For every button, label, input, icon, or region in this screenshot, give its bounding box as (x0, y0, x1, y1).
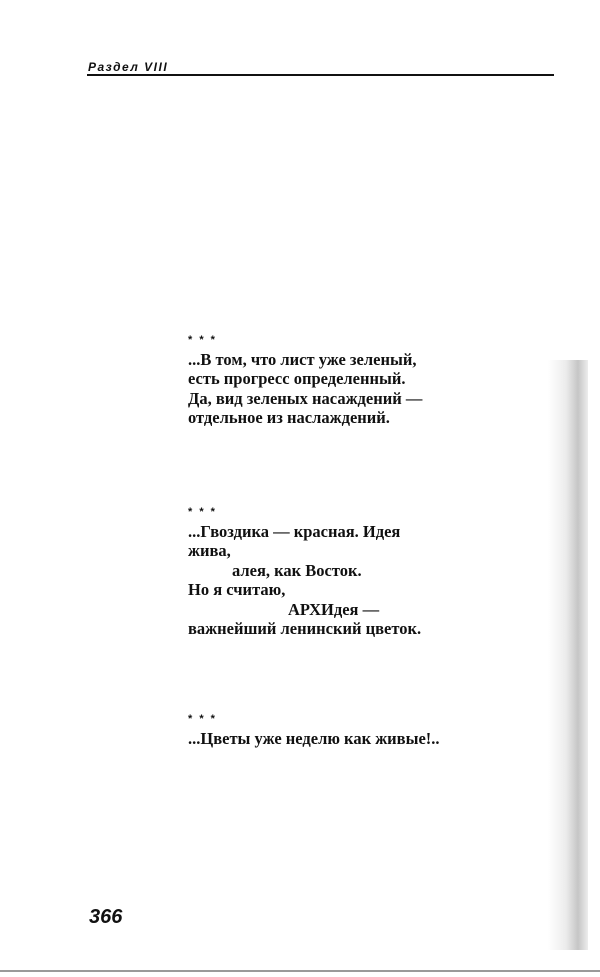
poem-line: АРХИдея — (288, 599, 380, 619)
page-edge-shadow (548, 360, 588, 950)
section-separator: * * * (188, 506, 217, 518)
poem-line: жива, (188, 541, 231, 561)
section-separator: * * * (188, 713, 217, 725)
poem-3 (188, 712, 440, 748)
header-rule (87, 74, 554, 76)
poem-line: Да, вид зеленых насаждений — (188, 388, 423, 408)
poem-line: ...В том, что лист уже зеленый, (188, 350, 417, 369)
page-number: 366 (89, 906, 123, 928)
poem-2 (188, 505, 421, 638)
poem-line: отдельное из наслаждений. (188, 408, 390, 428)
poem-line: Но я считаю, (188, 580, 286, 600)
poem-line: ...Гвоздика — красная. Идея (188, 522, 401, 541)
section-separator: * * * (188, 334, 217, 346)
running-head: Раздел VIII (88, 60, 169, 74)
poem-1 (188, 333, 422, 428)
poem-line: есть прогресс определенный. (188, 369, 406, 389)
bottom-border (0, 970, 600, 972)
poem-line: алея, как Восток. (232, 560, 362, 580)
poem-line: важнейший ленинский цветок. (188, 619, 422, 639)
poem-line: ...Цветы уже неделю как живые!.. (188, 729, 440, 748)
